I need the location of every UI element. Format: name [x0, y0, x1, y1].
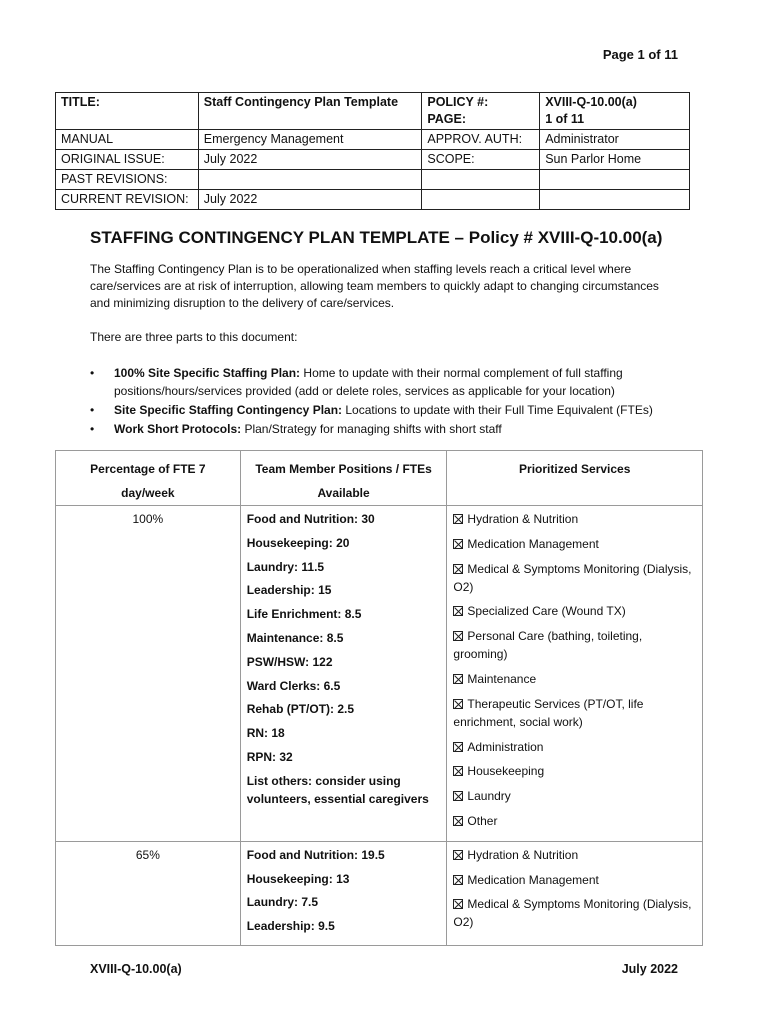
page-number: Page 1 of 11: [602, 47, 678, 62]
bullet-label: 100% Site Specific Staffing Plan:: [114, 366, 301, 380]
position-item: Leadership: 15: [246, 583, 332, 598]
footer-date: July 2022: [621, 962, 678, 976]
meta-cell: XVIII-Q-10.00(a) 1 of 11: [540, 93, 690, 130]
position-item: Housekeeping: 20: [246, 535, 350, 550]
meta-row: [56, 93, 690, 130]
checked-box-icon[interactable]: [453, 816, 463, 826]
meta-cell: POLICY #: PAGE:: [422, 93, 540, 130]
bullet-icon: •: [90, 403, 95, 417]
meta-cell: Administrator: [540, 130, 690, 150]
position-item: Housekeeping: 13: [246, 871, 350, 886]
bullet-text: Home to update with their normal complement of full staffing positions/hours/services provided (add or delete roles, services as applicable for your location): [114, 366, 623, 398]
position-item: Food and Nutrition: 19.5: [246, 847, 385, 862]
checked-box-icon[interactable]: [453, 606, 463, 616]
service-label: Medication Management: [467, 872, 599, 887]
position-item: Leadership: 9.5: [246, 919, 335, 934]
services-cell: [447, 506, 703, 842]
service-item: [453, 787, 696, 805]
checked-box-icon[interactable]: [453, 766, 463, 776]
services-cell: [447, 841, 703, 945]
meta-row: [56, 190, 690, 210]
checked-box-icon[interactable]: [453, 899, 463, 909]
footer-policy-number: XVIII-Q-10.00(a): [90, 962, 182, 976]
meta-row: [56, 170, 690, 190]
header-percentage: Percentage of FTE 7 day/week: [56, 451, 241, 506]
service-item: [453, 560, 696, 596]
position-item: Laundry: 7.5: [246, 895, 319, 910]
meta-cell: [540, 170, 690, 190]
service-item: [453, 895, 696, 931]
document-heading: STAFFING CONTINGENCY PLAN TEMPLATE – Policy # XVIII-Q-10.00(a): [90, 228, 663, 247]
checked-box-icon[interactable]: [453, 514, 463, 524]
parts-list-item: [90, 420, 690, 438]
service-item: [453, 738, 696, 756]
meta-cell: [422, 190, 540, 210]
service-item: [453, 510, 696, 528]
meta-cell: [422, 170, 540, 190]
meta-cell: PAST REVISIONS:: [56, 170, 199, 190]
header-positions: Team Member Positions / FTEs Available: [240, 451, 447, 506]
meta-cell: Staff Contingency Plan Template: [198, 93, 422, 130]
checked-box-icon[interactable]: [453, 850, 463, 860]
meta-cell: Sun Parlor Home: [540, 150, 690, 170]
position-item: PSW/HSW: 122: [246, 654, 333, 669]
checked-box-icon[interactable]: [453, 564, 463, 574]
service-item: [453, 670, 696, 688]
checked-box-icon[interactable]: [453, 699, 463, 709]
intro-paragraph: The Staffing Contingency Plan is to be operationalized when staffing levels reach a critical level where care/services are at risk of interruption, allowing team members to quickly adapt to changing circumstances and minimizing disruption to the delivery of care/services.: [90, 262, 659, 310]
service-label: Specialized Care (Wound TX): [467, 604, 626, 619]
position-item: Ward Clerks: 6.5: [246, 678, 341, 693]
staffing-table: [55, 450, 703, 946]
meta-cell: [198, 170, 422, 190]
meta-cell: APPROV. AUTH:: [422, 130, 540, 150]
parts-intro: There are three parts to this document:: [90, 330, 298, 344]
bullet-icon: •: [90, 422, 95, 436]
service-item: [453, 695, 696, 731]
service-label: Medication Management: [467, 536, 599, 551]
checked-box-icon[interactable]: [453, 539, 463, 549]
meta-cell: [540, 190, 690, 210]
service-label: Other: [467, 813, 498, 828]
service-item: [453, 812, 696, 830]
checked-box-icon[interactable]: [453, 631, 463, 641]
parts-list-item: [90, 364, 690, 400]
bullet-label: Site Specific Staffing Contingency Plan:: [114, 403, 343, 417]
meta-cell: July 2022: [198, 150, 422, 170]
staffing-row: [56, 841, 703, 945]
checked-box-icon[interactable]: [453, 791, 463, 801]
position-item: RN: 18: [246, 726, 285, 741]
service-label: Hydration & Nutrition: [467, 512, 579, 526]
position-item: Rehab (PT/OT): 2.5: [246, 702, 355, 717]
position-item: List others: consider using volunteers, essential caregivers: [246, 773, 429, 806]
meta-cell: MANUAL: [56, 130, 199, 150]
position-item: Life Enrichment: 8.5: [246, 607, 362, 622]
position-item: Food and Nutrition: 30: [246, 512, 375, 526]
service-label: Hydration & Nutrition: [467, 847, 579, 862]
bullet-text: Locations to update with their Full Time Equivalent (FTEs): [342, 403, 653, 417]
bullet-label: Work Short Protocols:: [114, 422, 242, 436]
meta-row: [56, 130, 690, 150]
meta-cell: Emergency Management: [198, 130, 422, 150]
meta-cell: CURRENT REVISION:: [56, 190, 199, 210]
checked-box-icon[interactable]: [453, 674, 463, 684]
staffing-row: [56, 506, 703, 842]
service-label: Laundry: [467, 789, 511, 804]
fte-percentage: 65%: [56, 841, 241, 945]
meta-cell: ORIGINAL ISSUE:: [56, 150, 199, 170]
policy-meta-table: [55, 92, 690, 210]
parts-list: [90, 364, 690, 439]
service-item: [453, 602, 696, 620]
checked-box-icon[interactable]: [453, 742, 463, 752]
service-label: Housekeeping: [467, 764, 545, 779]
fte-percentage: 100%: [56, 506, 241, 842]
meta-cell: TITLE:: [56, 93, 199, 130]
service-label: Personal Care (bathing, toileting, grooming): [453, 629, 643, 662]
meta-row: [56, 150, 690, 170]
meta-cell: SCOPE:: [422, 150, 540, 170]
bullet-text: Plan/Strategy for managing shifts with short staff: [241, 422, 502, 436]
checked-box-icon[interactable]: [453, 875, 463, 885]
meta-cell: July 2022: [198, 190, 422, 210]
staffing-table-header: [56, 451, 703, 506]
service-label: Maintenance: [467, 671, 537, 686]
positions-cell: [240, 506, 447, 842]
position-item: RPN: 32: [246, 749, 293, 764]
position-item: Maintenance: 8.5: [246, 630, 344, 645]
service-label: Medical & Symptoms Monitoring (Dialysis, O2): [453, 561, 692, 594]
positions-cell: [240, 841, 447, 945]
parts-list-item: [90, 401, 690, 419]
service-label: Medical & Symptoms Monitoring (Dialysis, O2): [453, 897, 692, 930]
service-item: [453, 871, 696, 889]
header-services: Prioritized Services: [447, 451, 703, 506]
service-item: [453, 535, 696, 553]
service-label: Administration: [467, 739, 544, 754]
service-item: [453, 627, 696, 663]
service-label: Therapeutic Services (PT/OT, life enrichment, social work): [453, 696, 644, 729]
service-item: [453, 762, 696, 780]
service-item: [453, 846, 696, 864]
position-item: Laundry: 11.5: [246, 559, 325, 574]
bullet-icon: •: [90, 366, 95, 380]
